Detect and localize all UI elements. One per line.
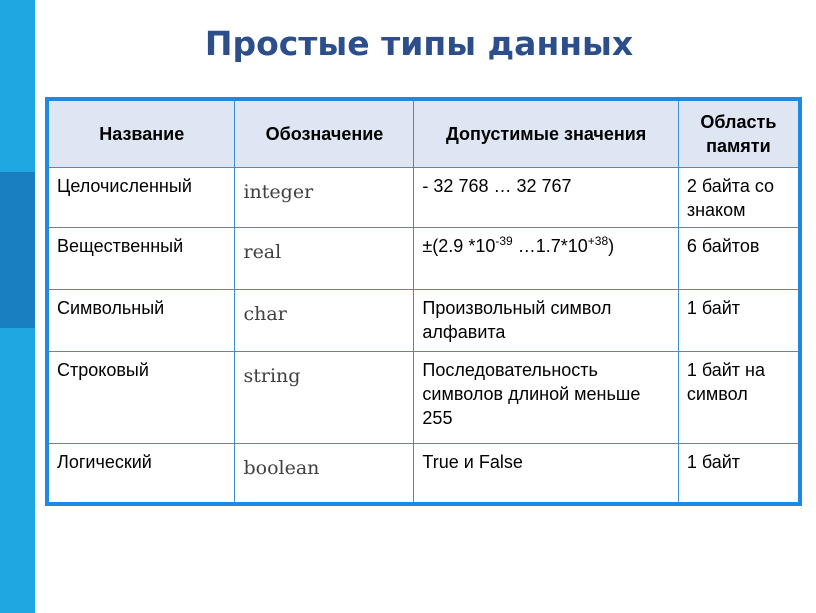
cell-name: Символьный (47, 289, 235, 351)
cell-designation: real (235, 227, 414, 289)
cell-designation: char (235, 289, 414, 351)
header-name: Название (47, 99, 235, 167)
cell-memory: 2 байта со знаком (678, 167, 800, 227)
header-designation: Обозначение (235, 99, 414, 167)
cell-values: Последовательность символов длиной меньше 255 (414, 351, 678, 443)
cell-values: ±(2.9 $*10^{-39}$ $\dots 1.7*10^{+38}$) (414, 227, 678, 289)
table-row (47, 289, 800, 351)
data-types-table (45, 97, 802, 506)
side-accent-bar-dark (0, 172, 35, 328)
table-row (47, 227, 800, 289)
cell-values: True и False (414, 443, 678, 504)
table-row (47, 167, 800, 227)
cell-name: Целочисленный (47, 167, 235, 227)
cell-values: Произвольный символ алфавита (414, 289, 678, 351)
cell-memory: 1 байт (678, 443, 800, 504)
cell-name: Строковый (47, 351, 235, 443)
table-row (47, 351, 800, 443)
slide-title: Простые типы данных (204, 24, 634, 63)
table-header-row (47, 99, 800, 167)
cell-designation: boolean (235, 443, 414, 504)
cell-name: Вещественный (47, 227, 235, 289)
cell-memory: 1 байт (678, 289, 800, 351)
cell-memory: 6 байтов (678, 227, 800, 289)
cell-memory: 1 байт на символ (678, 351, 800, 443)
table-row (47, 443, 800, 504)
cell-name: Логический (47, 443, 235, 504)
header-memory: Область памяти (678, 99, 800, 167)
header-values: Допустимые значения (414, 99, 678, 167)
cell-designation: integer (235, 167, 414, 227)
cell-values: - 32 768 … 32 767 (414, 167, 678, 227)
cell-designation: string (235, 351, 414, 443)
